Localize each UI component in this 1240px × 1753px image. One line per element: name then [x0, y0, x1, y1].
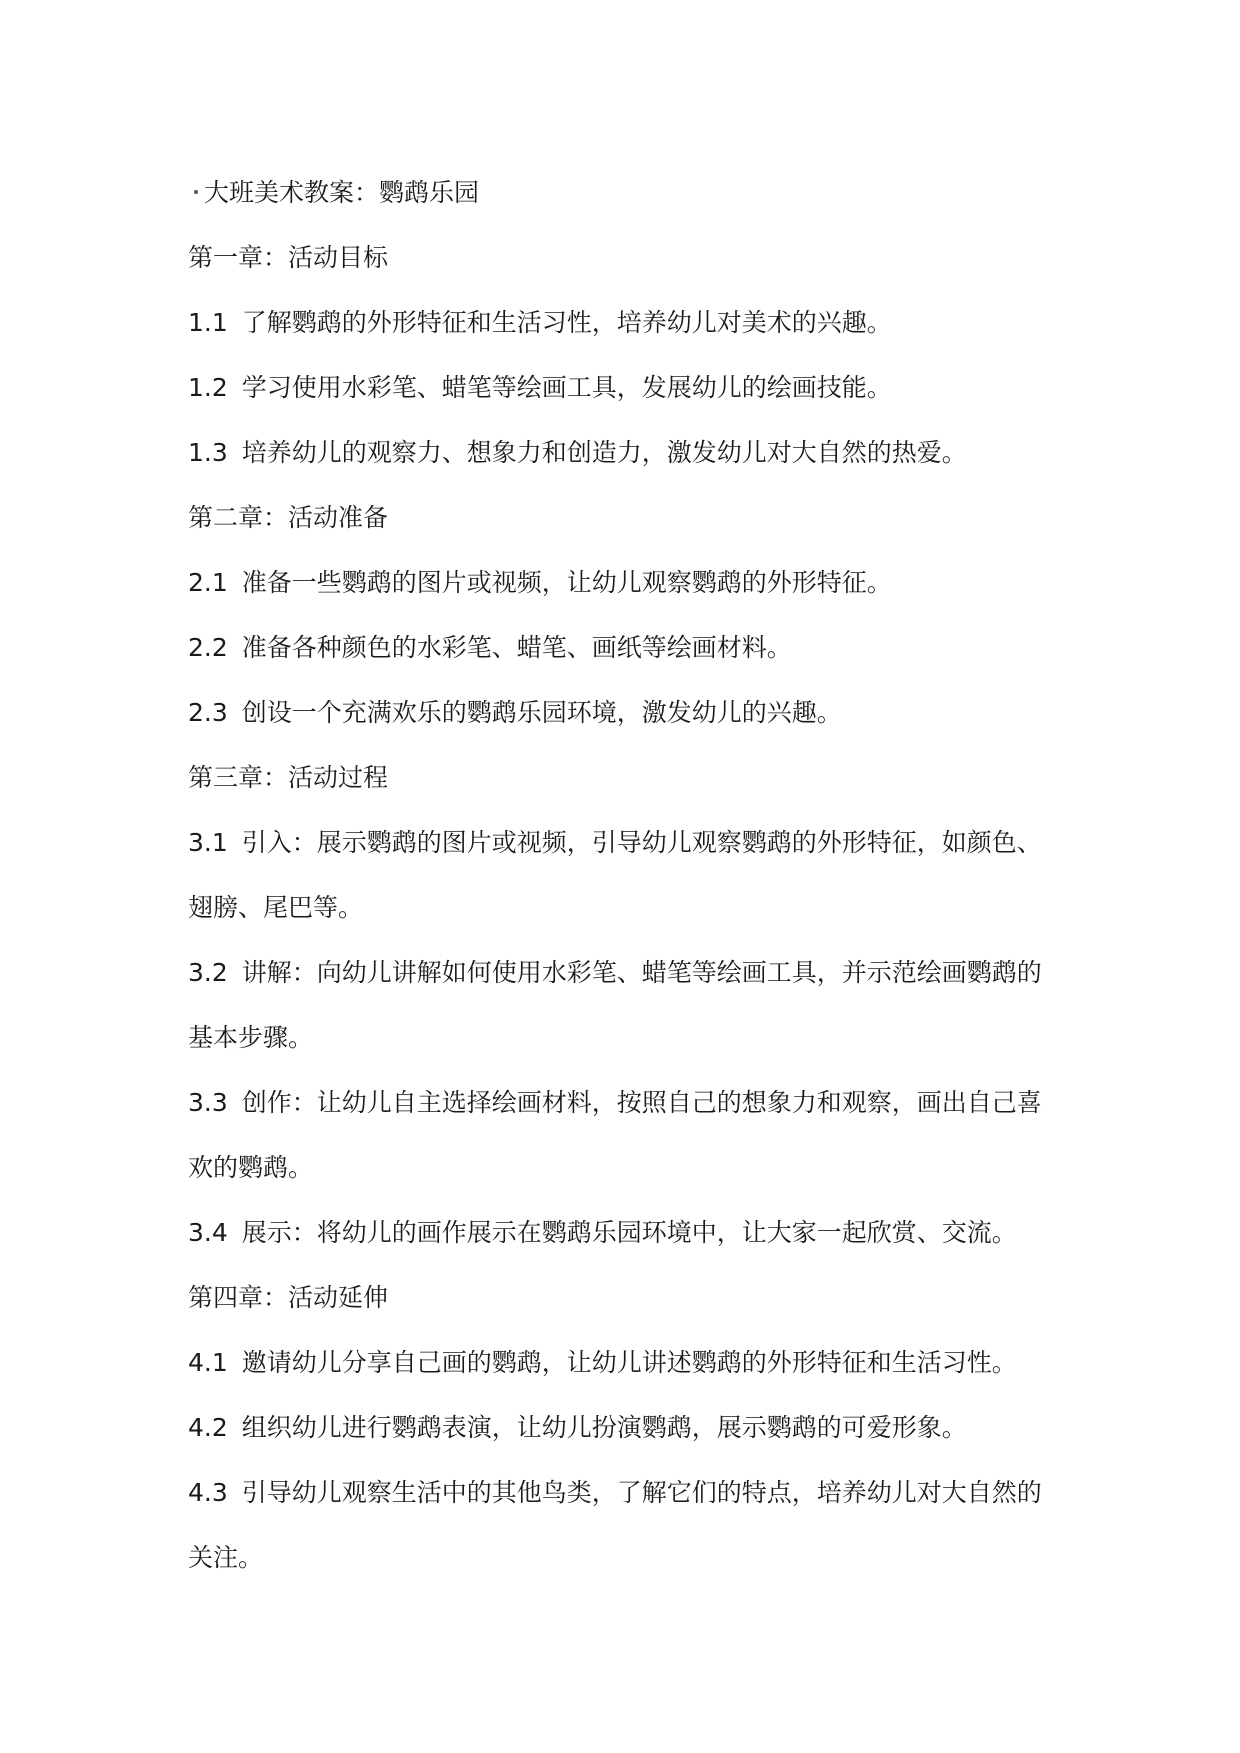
item-number: 1.3	[188, 438, 228, 467]
list-item	[188, 355, 1068, 420]
chapter-heading-1: 第一章：活动目标	[188, 243, 389, 272]
item-text: 了解鹦鹉的外形特征和生活习性，培养幼儿对美术的兴趣。	[241, 308, 892, 337]
item-number: 2.2	[188, 633, 228, 662]
list-item	[188, 550, 1068, 615]
list-item	[188, 680, 1068, 745]
item-text: 培养幼儿的观察力、想象力和创造力，激发幼儿对大自然的热爱。	[241, 438, 967, 467]
item-number: 2.1	[188, 568, 228, 597]
list-item	[188, 290, 1068, 355]
list-item-continuation: 基本步骤。	[188, 1023, 314, 1052]
item-number: 4.1	[188, 1348, 228, 1377]
list-item-continuation: 翅膀、尾巴等。	[188, 893, 364, 922]
item-number: 3.4	[188, 1218, 228, 1247]
list-item-continuation: 欢的鹦鹉。	[188, 1153, 314, 1182]
item-text: 组织幼儿进行鹦鹉表演，让幼儿扮演鹦鹉，展示鹦鹉的可爱形象。	[241, 1413, 967, 1442]
chapter-heading-4: 第四章：活动延伸	[188, 1283, 389, 1312]
item-text: 讲解：向幼儿讲解如何使用水彩笔、蜡笔等绘画工具，并示范绘画鹦鹉的	[241, 958, 1042, 987]
list-item	[188, 1330, 1068, 1395]
item-text: 准备各种颜色的水彩笔、蜡笔、画纸等绘画材料。	[241, 633, 792, 662]
chapter-heading-3: 第三章：活动过程	[188, 763, 389, 792]
item-number: 3.3	[188, 1088, 228, 1117]
list-item	[188, 810, 1068, 875]
item-text: 引导幼儿观察生活中的其他鸟类，了解它们的特点，培养幼儿对大自然的	[241, 1478, 1042, 1507]
list-item	[188, 1070, 1068, 1135]
item-number: 3.2	[188, 958, 228, 987]
bullet-dot-icon	[194, 190, 198, 194]
chapter-heading-2: 第二章：活动准备	[188, 503, 389, 532]
item-number: 1.2	[188, 373, 228, 402]
list-item	[188, 1200, 1068, 1265]
document-body	[188, 160, 1068, 1590]
document-title	[188, 160, 1068, 225]
list-item	[188, 1395, 1068, 1460]
item-text: 引入：展示鹦鹉的图片或视频，引导幼儿观察鹦鹉的外形特征，如颜色、	[241, 828, 1042, 857]
item-text: 邀请幼儿分享自己画的鹦鹉，让幼儿讲述鹦鹉的外形特征和生活习性。	[241, 1348, 1017, 1377]
item-number: 3.1	[188, 828, 228, 857]
item-number: 4.2	[188, 1413, 228, 1442]
item-text: 学习使用水彩笔、蜡笔等绘画工具，发展幼儿的绘画技能。	[241, 373, 892, 402]
document-title-text: 大班美术教案：鹦鹉乐园	[204, 178, 480, 207]
list-item	[188, 420, 1068, 485]
item-number: 2.3	[188, 698, 228, 727]
item-text: 展示：将幼儿的画作展示在鹦鹉乐园环境中，让大家一起欣赏、交流。	[241, 1218, 1017, 1247]
item-text: 创作：让幼儿自主选择绘画材料，按照自己的想象力和观察，画出自己喜	[241, 1088, 1042, 1117]
item-number: 1.1	[188, 308, 228, 337]
item-text: 准备一些鹦鹉的图片或视频，让幼儿观察鹦鹉的外形特征。	[241, 568, 892, 597]
list-item	[188, 615, 1068, 680]
item-number: 4.3	[188, 1478, 228, 1507]
item-text: 创设一个充满欢乐的鹦鹉乐园环境，激发幼儿的兴趣。	[241, 698, 842, 727]
list-item-continuation: 关注。	[188, 1543, 264, 1572]
list-item	[188, 1460, 1068, 1525]
list-item	[188, 940, 1068, 1005]
